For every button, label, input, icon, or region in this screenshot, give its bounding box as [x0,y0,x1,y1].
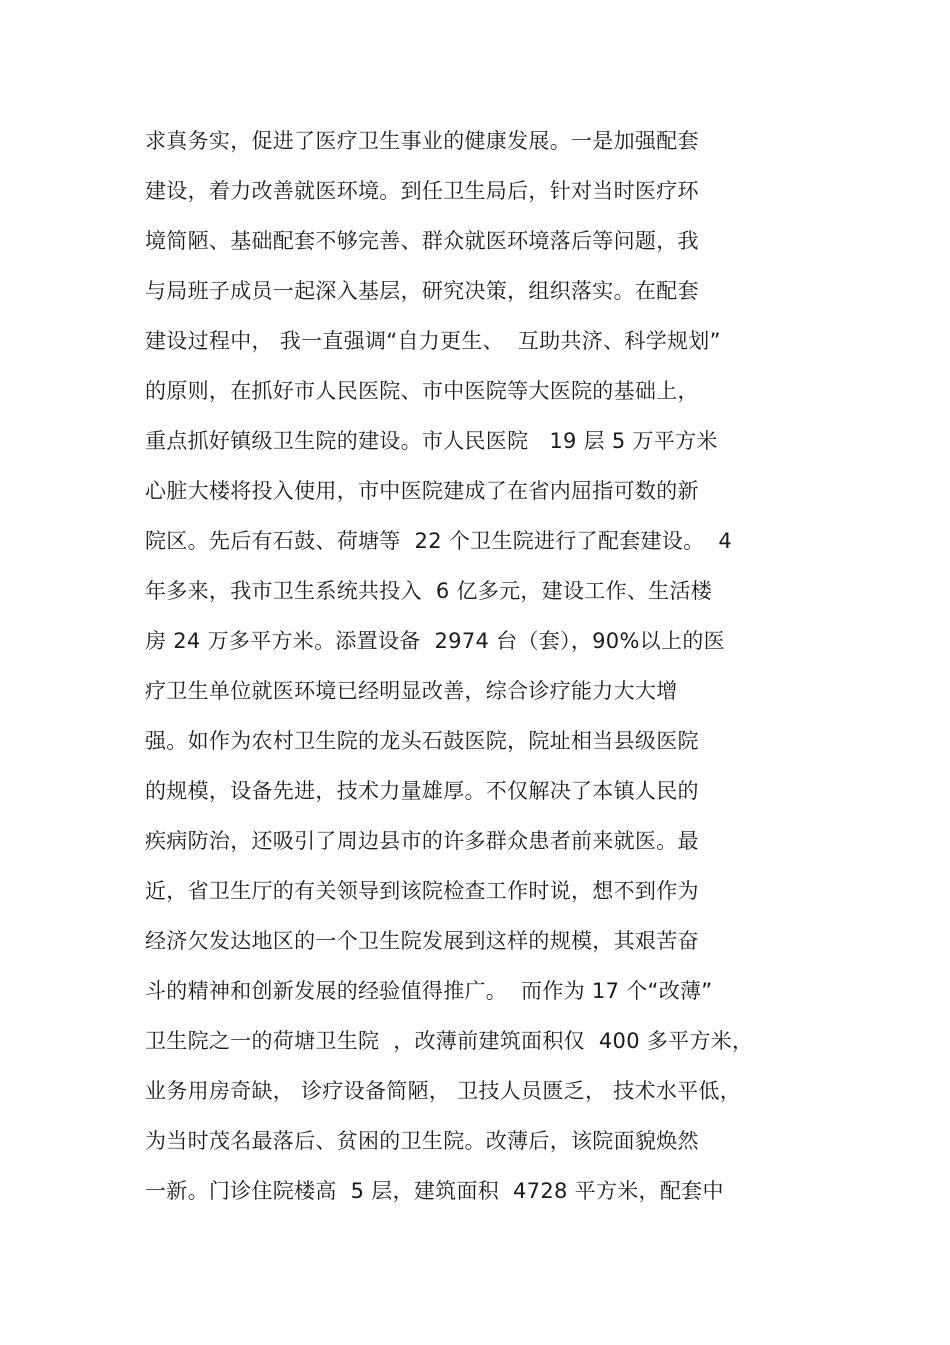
body-text [145,122,835,1222]
text-line: 斗的精神和创新发展的经验值得推广。 而作为 17 个“改薄” [145,979,713,1003]
text-line: 心脏大楼将投入使用，市中医院建成了在省内屈指可数的新 [145,479,699,503]
text-line: 建设，着力改善就医环境。到任卫生局后，针对当时医疗环 [145,179,699,203]
text-line: 境简陋、基础配套不够完善、群众就医环境落后等问题，我 [145,229,699,253]
text-line: 年多来，我市卫生系统共投入 6 亿多元，建设工作、生活楼 [145,579,713,603]
text-line: 一新。门诊住院楼高 5 层，建筑面积 4728 平方米，配套中 [145,1179,724,1203]
text-line: 卫生院之一的荷塘卫生院 ，改薄前建筑面积仅 400 多平方米， [145,1029,754,1053]
text-line: 为当时茂名最落后、贫困的卫生院。改薄后，该院面貌焕然 [145,1129,699,1153]
text-line: 疾病防治，还吸引了周边县市的许多群众患者前来就医。最 [145,829,699,853]
text-line: 的规模，设备先进，技术力量雄厚。不仅解决了本镇人民的 [145,779,699,803]
text-line: 疗卫生单位就医环境已经明显改善，综合诊疗能力大大增 [145,679,678,703]
text-line: 的原则，在抓好市人民医院、市中医院等大医院的基础上， [145,379,699,403]
text-line: 重点抓好镇级卫生院的建设。市人民医院 19 层 5 万平方米 [145,429,718,453]
text-line: 建设过程中， 我一直强调“自力更生、 互助共济、科学规划” [145,329,721,353]
text-line: 院区。先后有石鼓、荷塘等 22 个卫生院进行了配套建设。 4 [145,529,733,553]
text-line: 求真务实，促进了医疗卫生事业的健康发展。一是加强配套 [145,129,699,153]
text-line: 房 24 万多平方米。添置设备 2974 台（套），90%以上的医 [145,629,725,653]
text-line: 近，省卫生厅的有关领导到该院检查工作时说，想不到作为 [145,879,699,903]
text-line: 与局班子成员一起深入基层，研究决策，组织落实。在配套 [145,279,699,303]
text-line: 强。如作为农村卫生院的龙头石鼓医院，院址相当县级医院 [145,729,699,753]
text-line: 经济欠发达地区的一个卫生院发展到这样的规模，其艰苦奋 [145,929,699,953]
text-line: 业务用房奇缺， 诊疗设备简陋， 卫技人员匮乏， 技术水平低， [145,1079,742,1103]
